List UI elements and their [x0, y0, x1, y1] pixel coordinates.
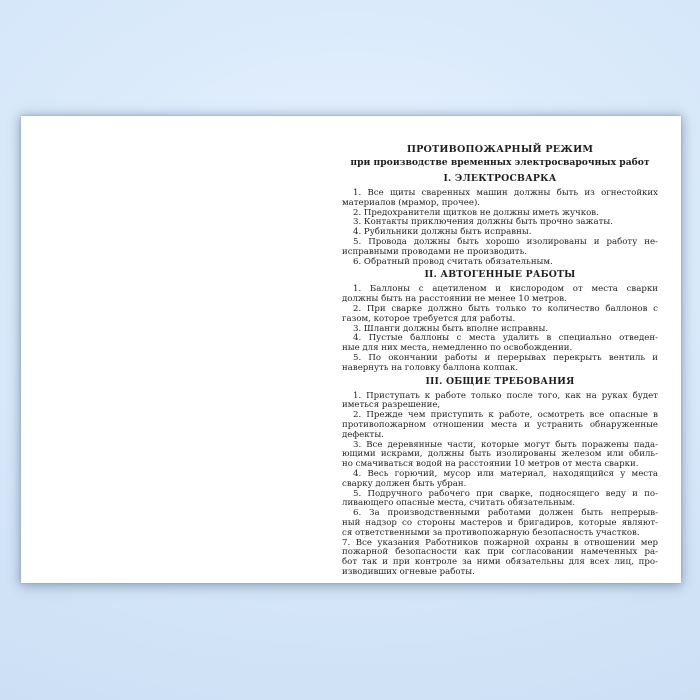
paragraph-line: сварку должен быть убран. — [342, 478, 467, 489]
paragraph-line: 1. Баллоны с ацетиленом и кислородом от места сварки — [353, 284, 658, 295]
section-heading: II. АВТОГЕННЫЕ РАБОТЫ — [424, 269, 576, 281]
paragraph-line: 6. Обратный провод считать обязательным. — [353, 256, 553, 267]
paragraph-line: 4. Пустые баллоны с места удалить в специально отведен- — [353, 333, 658, 344]
paragraph-line: 2. При сварке должно быть только то количество баллонов с — [353, 303, 658, 314]
section-heading: III. ОБЩИЕ ТРЕБОВАНИЯ — [425, 375, 575, 387]
paragraph-line: 2. Предохранители щитков не должны иметь жучков. — [353, 207, 599, 218]
section-paragraphs — [342, 189, 658, 267]
paragraph-line: 5. Подручного рабочего при сварке, подносящего веду и по- — [353, 488, 658, 499]
paragraph-line: ся ответственными за противопожарную безопасность участков. — [342, 527, 640, 538]
paragraph-line: 7. Все указания Работников пожарной охраны в отношении мер — [342, 537, 658, 548]
paragraph-line: ные для них места, немедленно по освобождении. — [342, 343, 573, 354]
document-subtitle: при производстве временных электросварочных работ — [350, 157, 650, 168]
paragraph-line: но смачиваться водой на расстоянии 10 метров от места сварки. — [342, 459, 639, 470]
paragraph-line: 3. Все деревянные части, которые могут быть поражены пада- — [353, 439, 658, 450]
document-text-column — [342, 143, 658, 578]
paragraph-line: 3. Шланги должны быть вполне исправны. — [353, 323, 549, 334]
paragraph-line: изводивших огневые работы. — [342, 566, 475, 577]
paragraph-line: противопожарном отношении места и устранить обнаруженные — [342, 419, 658, 430]
paragraph-line: исправными проводами не производить. — [342, 246, 527, 257]
section-paragraphs — [342, 392, 658, 578]
paragraph-line: бот так и при контроле за ними обязательны для всех лиц, про- — [342, 557, 658, 568]
paragraph-line: 5. По окончании работы и перерывах перекрыть вентиль и — [353, 352, 658, 363]
paragraph-line: навернуть на головку баллона колпак. — [342, 362, 519, 373]
paragraph-line: 4. Весь горючий, мусор или материал, находящийся у места — [353, 468, 658, 479]
paragraph-line: 1. Приступать к работе только после того, как на руках будет — [353, 390, 658, 401]
paragraph-line: должны быть на расстоянии не менее 10 метров. — [342, 294, 567, 305]
document-sections — [342, 172, 658, 578]
paragraph-line: 3. Контакты приключения должны быть прочно зажаты. — [353, 217, 613, 228]
paragraph-line: иметься разрешение, — [342, 400, 441, 411]
paragraph-line: 2. Прежде чем приступить к работе, осмотреть все опасные в — [353, 410, 658, 421]
paragraph-line: 5. Провода должны быть хорошо изолированы и работу не- — [353, 236, 658, 247]
paragraph-line: 1. Все щиты сваренных машин должны быть из огнестойких — [353, 188, 658, 198]
document-title: ПРОТИВОПОЖАРНЫЙ РЕЖИМ — [406, 144, 594, 155]
paragraph-line: дефекты. — [342, 429, 384, 440]
paragraph-line: ливающего опасные места, считать обязательным. — [342, 498, 576, 509]
paragraph-line: газом, которое требуется для работы. — [342, 313, 516, 324]
paragraph-line: ный надзор со стороны мастеров и бригадиров, которые являют- — [342, 517, 658, 528]
section-paragraphs — [342, 285, 658, 373]
paragraph-line: материалов (мрамор, прочее). — [342, 197, 481, 208]
paragraph-line: ющими искрами, должны быть изолированы железом или обиль- — [342, 449, 658, 460]
document-page — [21, 116, 681, 583]
section-heading: I. ЭЛЕКТРОСВАРКА — [443, 173, 557, 184]
paragraph-line: пожарной безопасности как при согласовании намеченных ра- — [342, 547, 658, 558]
paragraph-line: 4. Рубильники должны быть исправны. — [353, 227, 532, 238]
paragraph-line: 6. За производственными работами должен быть непрерыв- — [353, 508, 658, 519]
